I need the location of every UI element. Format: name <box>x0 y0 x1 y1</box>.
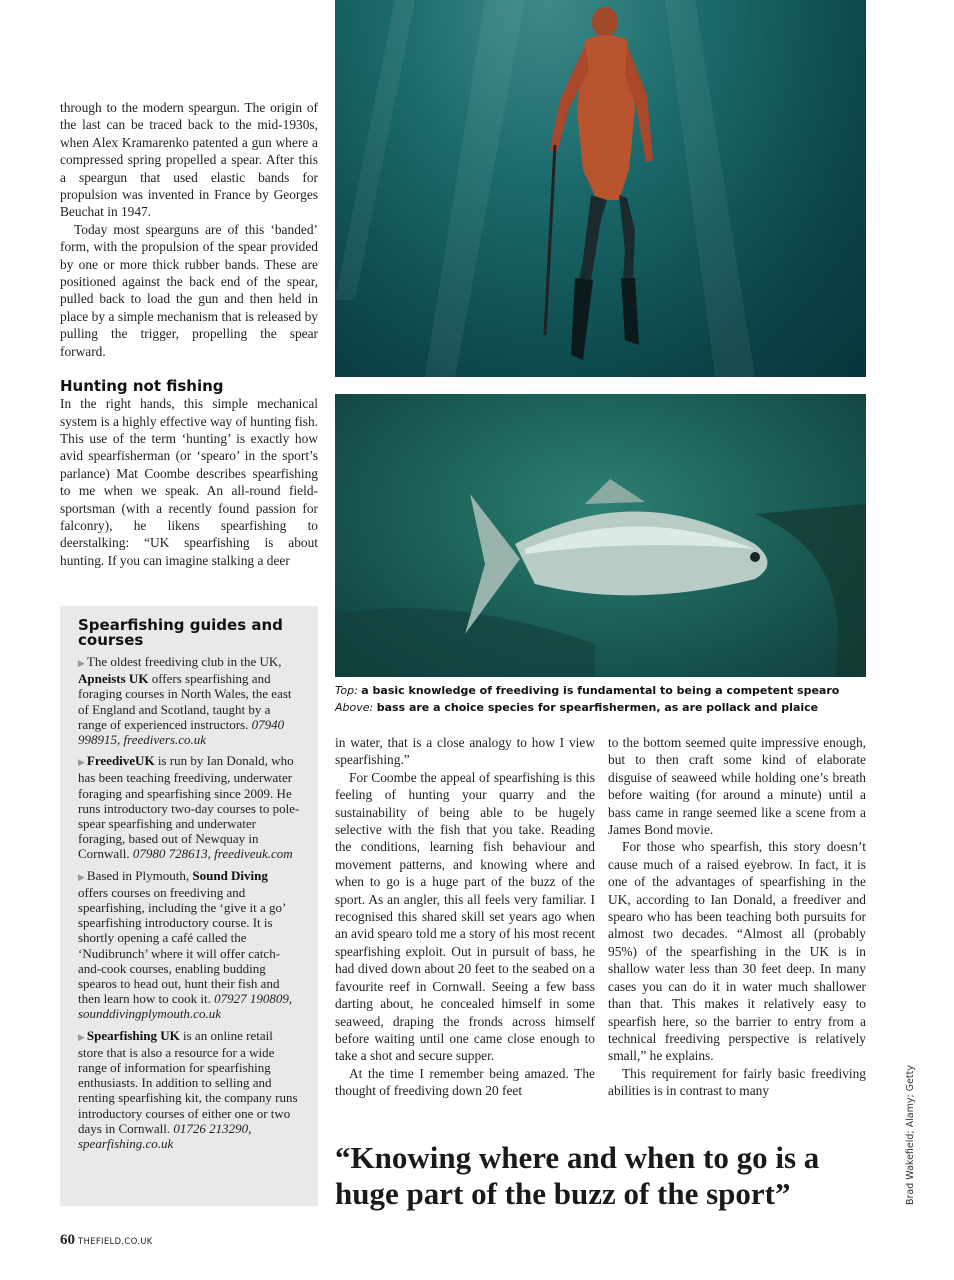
entry-name: FreediveUK <box>86 753 155 769</box>
entry-text: is an online retail store that is also a resource for a wide range of information for spearfishing enthusiasts. In addition to selling and renting spearfishing kit, the company runs introductory courses of either one or two days in Cornwall. <box>78 1027 298 1136</box>
entry-pre: Based in Plymouth, <box>86 867 193 883</box>
entry-text: offers courses on freediving and spearfishing, including the ‘give it a go’ spearfishing introductory course. It is shortly opening a café called the ‘Nudibrunch’ where it will offer catch-and-cook courses, enabling budding spearos to head out, hunt their fish and then learn how to cook it. <box>78 884 286 1007</box>
paragraph: Today most spearguns are of this ‘banded’ form, with the propulsion of the spear provided by one or more thick rubber bands. These are positioned against the back end of the spear, pulled back to load the gun and then held in place by a simple mechanism that is released by pulling the trigger, propelling the spear forward. <box>60 221 318 359</box>
photo-caption <box>335 682 875 716</box>
entry-name: Apneists UK <box>78 671 149 687</box>
diver-illustration <box>335 0 866 377</box>
caption-label: Top: <box>335 684 358 697</box>
paragraph: in water, that is a close analogy to how I view spearfishing.” <box>335 735 595 768</box>
sidebar-title: Spearfishing guides and courses <box>78 616 283 649</box>
article-column-2 <box>335 734 595 1100</box>
article-column-3 <box>608 734 866 1100</box>
entry-text: is run by Ian Donald, who has been teaching freediving, underwater foraging and spearfishing since 2009. He runs introductory two-day courses to pole-spear spearfishing and underwater foraging, based out of Newquay in Cornwall. <box>78 753 300 862</box>
paragraph: For those who spearfish, this story doesn’t cause much of a raised eyebrow. In fact, it is one of the advantages of spearfishing in the UK, according to Ian Donald, a freediver and spearo who has been teaching both pursuits for almost two decades. “Almost all (probably 95%) of the spearfishing in the UK is in shallow water less than 30 feet deep. In many cases you can do it in water much shallower than that. This makes it relatively easy to spearfish here, so the barrier to entry from a technical freediving perspective is relatively small,” he explains. <box>608 839 866 1064</box>
entry-contact: 07927 190809, sounddivingplymouth.co.uk <box>78 991 293 1022</box>
guide-entry <box>78 753 300 861</box>
bass-illustration <box>335 394 866 677</box>
section-heading: Hunting not fishing <box>60 377 224 396</box>
triangle-bullet-icon: ▶ <box>78 1031 85 1042</box>
paragraph: to the bottom seemed quite impressive enough, but to then craft some kind of elaborate disguise of seaweed while holding one’s breath before waiting (for around a minute) until a bass came in range seemed like a scene from a James Bond movie. <box>608 735 866 838</box>
entry-text: offers spearfishing and foraging courses in North Wales, the east of England and Scotland, taught by a range of experienced instructors. <box>78 671 292 732</box>
entry-pre: The oldest freediving club in the UK, <box>86 654 282 669</box>
caption-text: a basic knowledge of freediving is fundamental to being a competent spearo <box>361 684 840 697</box>
entry-name: Spearfishing UK <box>86 1027 180 1043</box>
paragraph: This requirement for fairly basic freediving abilities is in contrast to many <box>608 1065 866 1099</box>
entry-contact: 07940 998915, freedivers.co.uk <box>78 716 285 748</box>
paragraph: In the right hands, this simple mechanical system is a highly effective way of hunting fish. This use of the term ‘hunting’ is exactly how avid spearfisherman (or ‘spearo’ in the sport’s parlance) Mat Coombe describes spearfishing to me when we speak. An all-round field-sportsman (with a recently found passion for falconry), he likens spearfishing to deerstalking: “UK spearfishing is about hunting. If you can imagine stalking a deer <box>60 396 318 568</box>
page-folio <box>60 1232 153 1249</box>
entry-contact: 01726 213290, spearfishing.co.uk <box>78 1120 252 1152</box>
caption-text: bass are a choice species for spearfishermen, as are pollack and plaice <box>376 701 819 714</box>
triangle-bullet-icon: ▶ <box>78 757 85 768</box>
photo-credit: Brad Wakefield; Alamy; Getty <box>905 1065 916 1205</box>
triangle-bullet-icon: ▶ <box>78 871 85 882</box>
page-number: 60 <box>60 1232 75 1248</box>
entry-contact: 07980 728613, freediveuk.com <box>132 846 293 862</box>
paragraph: For Coombe the appeal of spearfishing is this feeling of hunting your quarry and the sustainability of being able to be hugely selective with the fish that you take. Reading the conditions, learning fish behaviour and movement patterns, and knowing where and when to go is a huge part of the buzz of the sport. As an angler, this all feels very familiar. I recognised this shared skill set years ago when an avid spearo told me a story of his most recent spearfishing exploit. Out in pursuit of bass, he had dived down about 20 feet to the seabed on a favourite reef in Cornwall. Seeing a few bass darting about, he concealed himself in some seaweed, draping the fronds across himself before waiting until one came close enough to take a shot and secure supper. <box>335 769 595 1064</box>
paragraph: through to the modern speargun. The origin of the last can be traced back to the mid-1930s, when Alex Kramarenko patented a gun where a compressed spring propelled a spear. After this a speargun that used elastic bands for propulsion was invented in France by Georges Beuchat in 1947. <box>60 100 318 220</box>
article-column-1 <box>60 99 318 569</box>
paragraph: At the time I remember being amazed. The thought of freediving down 20 feet <box>335 1065 595 1099</box>
guide-entry <box>78 868 300 1022</box>
photo-bass <box>335 394 866 677</box>
triangle-bullet-icon: ▶ <box>78 658 85 668</box>
guide-entry <box>78 1028 300 1152</box>
sidebar-box-guides <box>60 606 318 1206</box>
entry-name: Sound Diving <box>192 867 268 883</box>
pull-quote: “Knowing where and when to go is a huge part of the buzz of the sport” <box>335 1140 820 1211</box>
site-name: THEFIELD.CO.UK <box>78 1237 153 1247</box>
caption-label: Above: <box>335 701 374 714</box>
photo-diver <box>335 0 866 377</box>
guide-entry <box>78 654 300 747</box>
